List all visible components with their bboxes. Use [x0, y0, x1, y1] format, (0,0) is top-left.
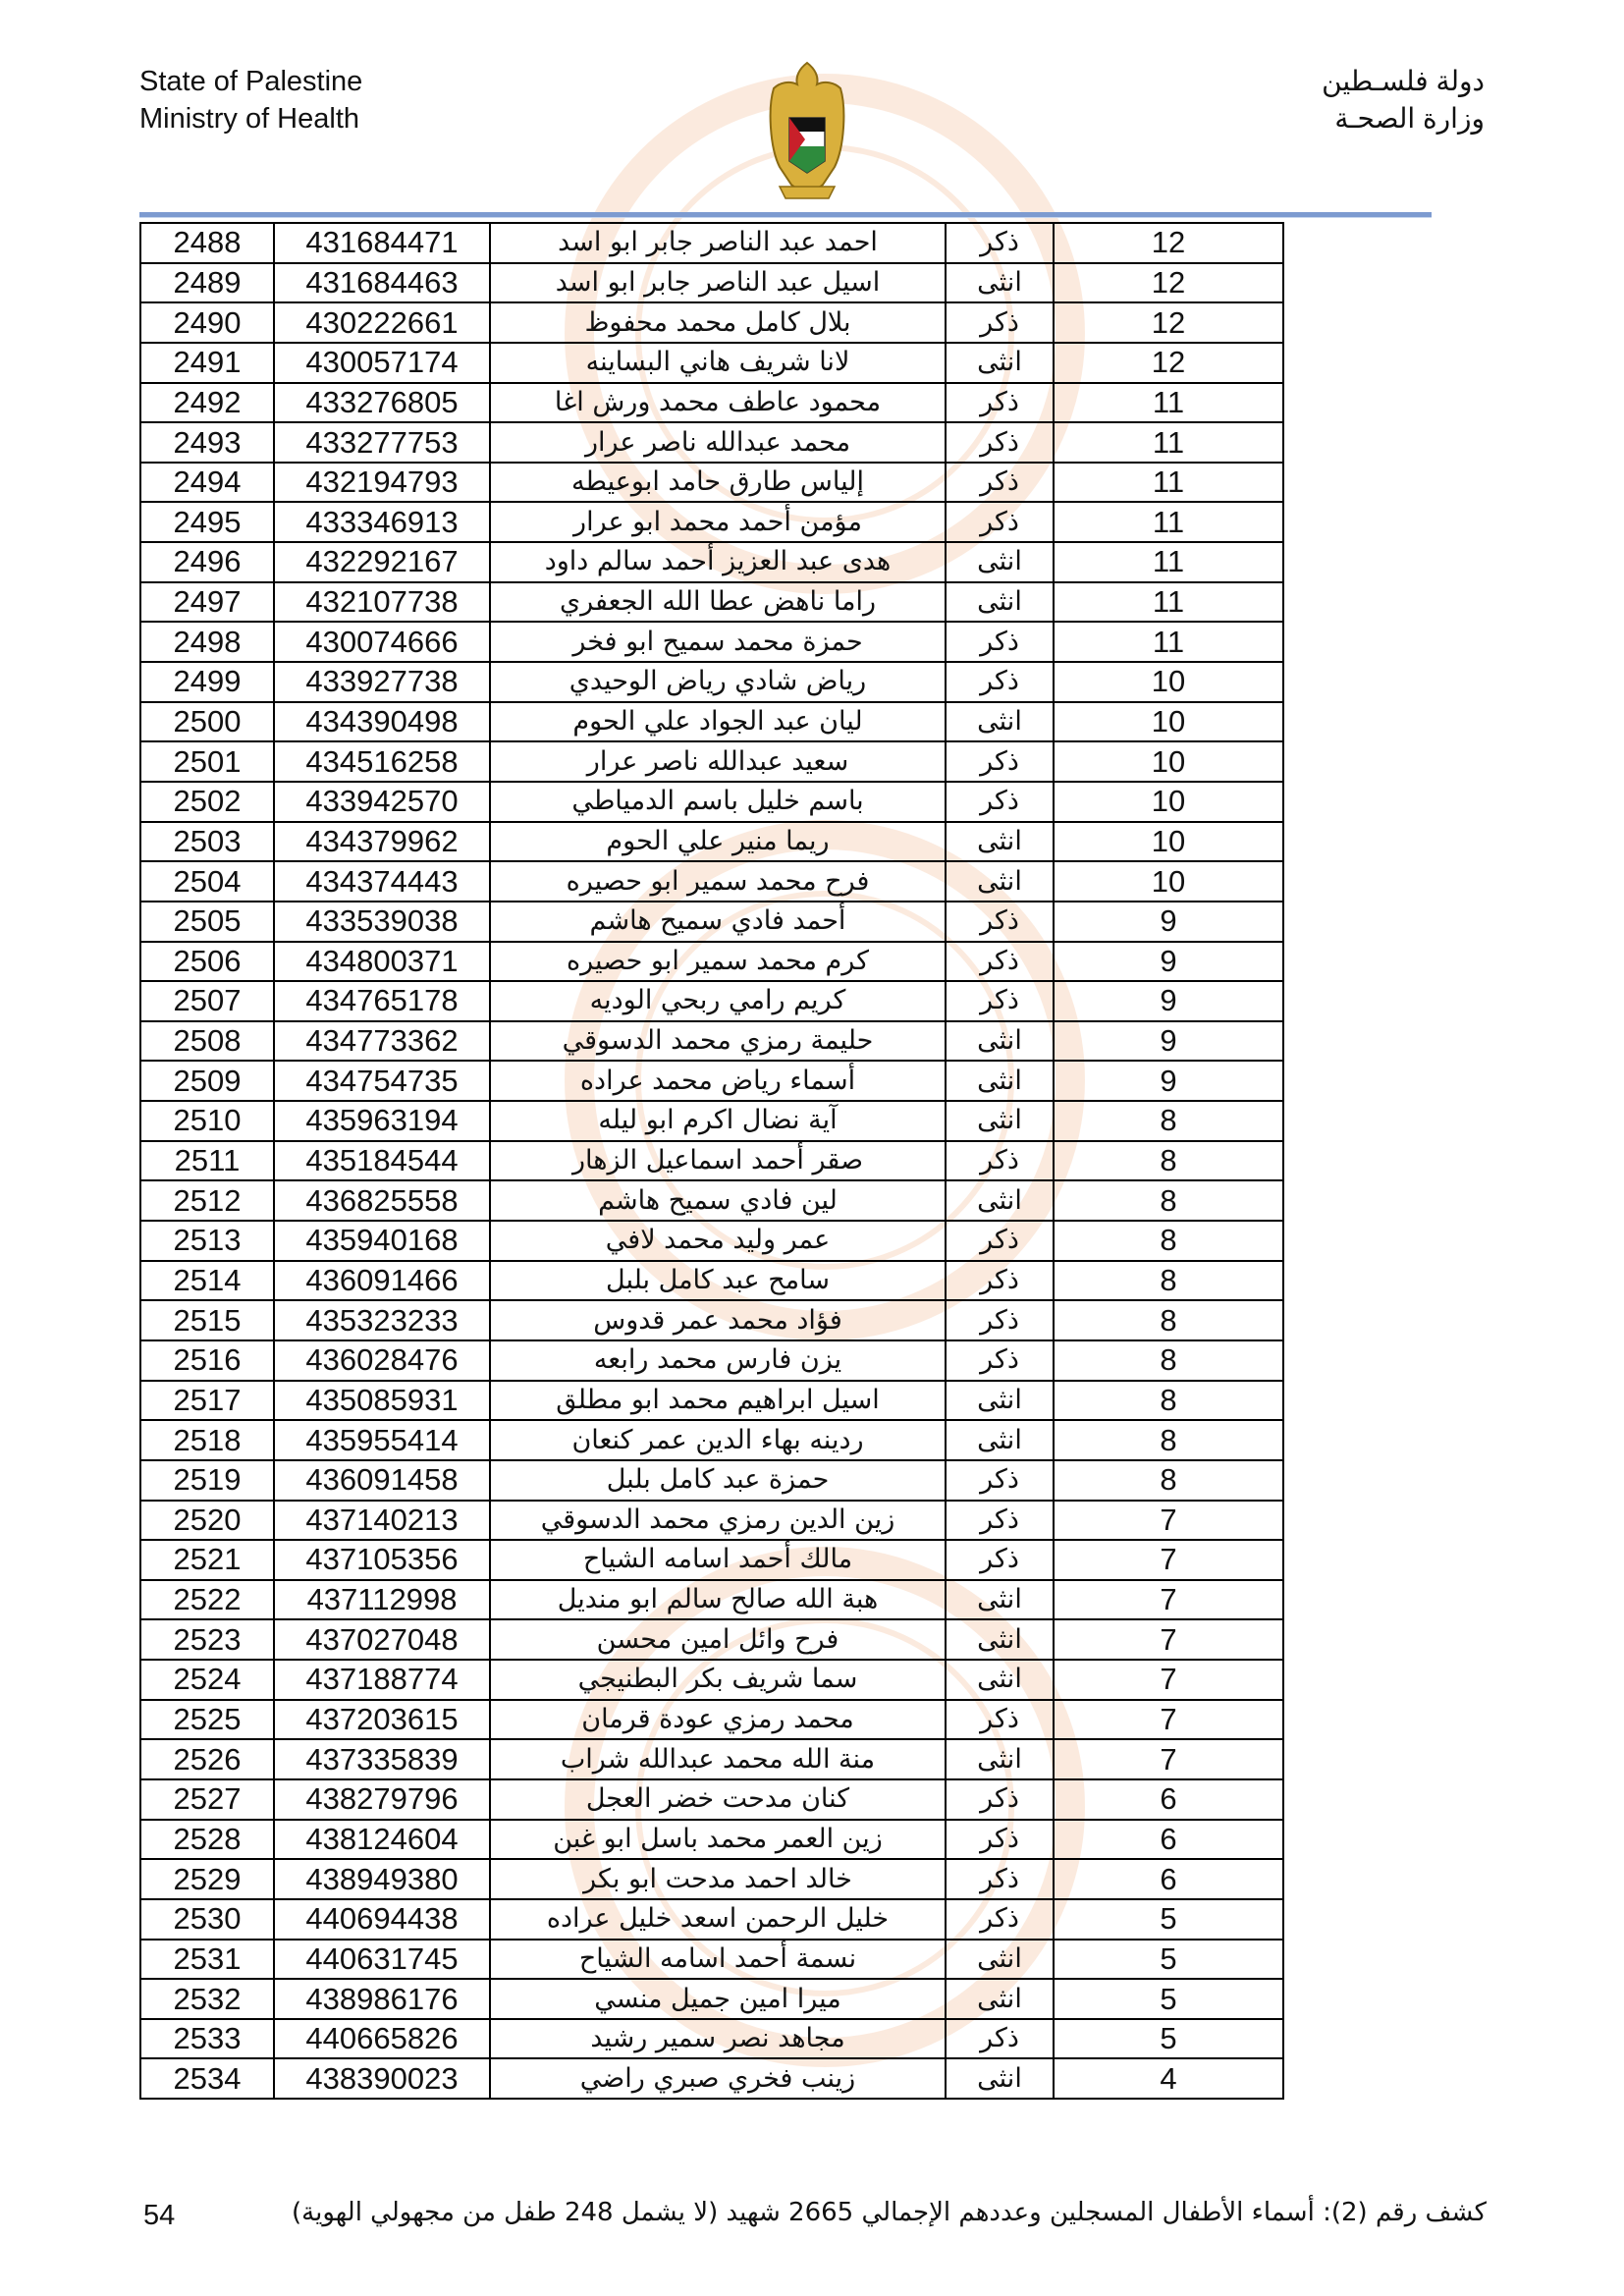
sequence-number-cell: 2497 [140, 582, 274, 623]
gender-cell: انثى [946, 1180, 1054, 1221]
name-cell: زين العمر محمد باسل ابو غبن [490, 1820, 946, 1860]
age-cell: 9 [1054, 902, 1283, 942]
age-cell: 9 [1054, 942, 1283, 982]
footer-caption: كشف رقم (2): أسماء الأطفال المسجلين وعددهم الإجمالي 2665 شهيد (لا يشمل 248 طفل من مجهولي الهوية) [292, 2198, 1487, 2227]
name-cell: باسم خليل باسم الدمياطي [490, 782, 946, 822]
table-row [140, 1700, 1283, 1740]
gender-cell: ذكر [946, 502, 1054, 542]
gender-cell: ذكر [946, 383, 1054, 423]
id-number-cell: 438124604 [274, 1820, 490, 1860]
id-number-cell: 435323233 [274, 1300, 490, 1340]
age-cell: 9 [1054, 981, 1283, 1021]
name-cell: مؤمن أحمد محمد ابو عرار [490, 502, 946, 542]
gender-cell: ذكر [946, 302, 1054, 343]
name-cell: أحمد فادي سميح هاشم [490, 902, 946, 942]
id-number-cell: 435085931 [274, 1381, 490, 1421]
ministry-name-en: Ministry of Health [139, 103, 360, 135]
gender-cell: ذكر [946, 1779, 1054, 1820]
sequence-number-cell: 2494 [140, 463, 274, 503]
age-cell: 5 [1054, 1899, 1283, 1940]
age-cell: 9 [1054, 1061, 1283, 1101]
table-row [140, 1859, 1283, 1899]
gender-cell: ذكر [946, 662, 1054, 702]
table-row [140, 1021, 1283, 1062]
table-row [140, 622, 1283, 662]
sequence-number-cell: 2532 [140, 1979, 274, 2019]
table-row [140, 741, 1283, 782]
table-row [140, 343, 1283, 383]
name-cell: صقر أحمد اسماعيل الزهار [490, 1141, 946, 1181]
table-row [140, 223, 1283, 263]
header-arabic [1322, 63, 1485, 137]
id-number-cell: 434390498 [274, 702, 490, 742]
id-number-cell: 437203615 [274, 1700, 490, 1740]
gender-cell: ذكر [946, 782, 1054, 822]
sequence-number-cell: 2523 [140, 1619, 274, 1660]
header-divider [139, 212, 1432, 218]
id-number-cell: 434374443 [274, 861, 490, 902]
age-cell: 7 [1054, 1501, 1283, 1541]
sequence-number-cell: 2504 [140, 861, 274, 902]
table-row [140, 1300, 1283, 1340]
gender-cell: ذكر [946, 1221, 1054, 1261]
name-cell: سامح عبد كامل بلبل [490, 1261, 946, 1301]
id-number-cell: 434379962 [274, 822, 490, 862]
sequence-number-cell: 2509 [140, 1061, 274, 1101]
id-number-cell: 440665826 [274, 2019, 490, 2059]
name-cell: احمد عبد الناصر جابر ابو اسد [490, 223, 946, 263]
age-cell: 5 [1054, 1940, 1283, 1980]
sequence-number-cell: 2527 [140, 1779, 274, 1820]
id-number-cell: 433927738 [274, 662, 490, 702]
gender-cell: انثى [946, 1381, 1054, 1421]
table-row [140, 1779, 1283, 1820]
gender-cell: انثى [946, 822, 1054, 862]
gender-cell: ذكر [946, 981, 1054, 1021]
age-cell: 12 [1054, 302, 1283, 343]
age-cell: 10 [1054, 741, 1283, 782]
age-cell: 8 [1054, 1420, 1283, 1460]
id-number-cell: 430222661 [274, 302, 490, 343]
table-row [140, 263, 1283, 303]
sequence-number-cell: 2525 [140, 1700, 274, 1740]
gender-cell: ذكر [946, 422, 1054, 463]
gender-cell: انثى [946, 1940, 1054, 1980]
id-number-cell: 433346913 [274, 502, 490, 542]
name-cell: مجاهد نصر سمير رشيد [490, 2019, 946, 2059]
table-row [140, 1739, 1283, 1779]
sequence-number-cell: 2488 [140, 223, 274, 263]
gender-cell: ذكر [946, 1261, 1054, 1301]
age-cell: 12 [1054, 223, 1283, 263]
id-number-cell: 430057174 [274, 343, 490, 383]
sequence-number-cell: 2520 [140, 1501, 274, 1541]
table-row [140, 302, 1283, 343]
id-number-cell: 440694438 [274, 1899, 490, 1940]
table-row [140, 1580, 1283, 1620]
id-number-cell: 438279796 [274, 1779, 490, 1820]
name-cell: حمزة محمد سميح ابو فخر [490, 622, 946, 662]
id-number-cell: 434516258 [274, 741, 490, 782]
table-row [140, 782, 1283, 822]
name-cell: حمزة عبد كامل بلبل [490, 1460, 946, 1501]
id-number-cell: 436028476 [274, 1340, 490, 1381]
age-cell: 8 [1054, 1141, 1283, 1181]
age-cell: 10 [1054, 782, 1283, 822]
age-cell: 6 [1054, 1820, 1283, 1860]
id-number-cell: 434765178 [274, 981, 490, 1021]
age-cell: 11 [1054, 422, 1283, 463]
name-cell: محمود عاطف محمد ورش اغا [490, 383, 946, 423]
age-cell: 11 [1054, 383, 1283, 423]
age-cell: 11 [1054, 622, 1283, 662]
id-number-cell: 438986176 [274, 1979, 490, 2019]
age-cell: 6 [1054, 1779, 1283, 1820]
age-cell: 5 [1054, 1979, 1283, 2019]
age-cell: 8 [1054, 1180, 1283, 1221]
sequence-number-cell: 2518 [140, 1420, 274, 1460]
id-number-cell: 433539038 [274, 902, 490, 942]
name-cell: ردينه بهاء الدين عمر كنعان [490, 1420, 946, 1460]
age-cell: 10 [1054, 702, 1283, 742]
name-cell: ميرا امين جميل منسي [490, 1979, 946, 2019]
id-number-cell: 437027048 [274, 1619, 490, 1660]
sequence-number-cell: 2524 [140, 1660, 274, 1700]
age-cell: 8 [1054, 1381, 1283, 1421]
age-cell: 8 [1054, 1221, 1283, 1261]
name-cell: هبة الله صالح سالم ابو منديل [490, 1580, 946, 1620]
age-cell: 8 [1054, 1460, 1283, 1501]
age-cell: 7 [1054, 1540, 1283, 1580]
age-cell: 7 [1054, 1619, 1283, 1660]
age-cell: 10 [1054, 662, 1283, 702]
sequence-number-cell: 2498 [140, 622, 274, 662]
name-cell: ليان عبد الجواد علي الحوم [490, 702, 946, 742]
sequence-number-cell: 2513 [140, 1221, 274, 1261]
table-row [140, 1979, 1283, 2019]
age-cell: 7 [1054, 1739, 1283, 1779]
id-number-cell: 437140213 [274, 1501, 490, 1541]
sequence-number-cell: 2506 [140, 942, 274, 982]
sequence-number-cell: 2495 [140, 502, 274, 542]
age-cell: 8 [1054, 1340, 1283, 1381]
gender-cell: انثى [946, 1061, 1054, 1101]
table-row [140, 1141, 1283, 1181]
name-cell: اسيل ابراهيم محمد ابو مطلق [490, 1381, 946, 1421]
gender-cell: انثى [946, 1739, 1054, 1779]
sequence-number-cell: 2514 [140, 1261, 274, 1301]
id-number-cell: 433277753 [274, 422, 490, 463]
sequence-number-cell: 2501 [140, 741, 274, 782]
gender-cell: ذكر [946, 1141, 1054, 1181]
name-cell: فؤاد محمد عمر قدوس [490, 1300, 946, 1340]
table-row [140, 981, 1283, 1021]
sequence-number-cell: 2530 [140, 1899, 274, 1940]
id-number-cell: 432292167 [274, 542, 490, 582]
id-number-cell: 435955414 [274, 1420, 490, 1460]
name-cell: كرم محمد سمير ابو حصيره [490, 942, 946, 982]
table-row [140, 422, 1283, 463]
country-name-en: State of Palestine [139, 66, 363, 97]
table-row [140, 1540, 1283, 1580]
table-row [140, 542, 1283, 582]
age-cell: 4 [1054, 2058, 1283, 2099]
gender-cell: انثى [946, 263, 1054, 303]
name-cell: محمد عبدالله ناصر عرار [490, 422, 946, 463]
palestine-eagle-emblem [750, 59, 864, 204]
age-cell: 8 [1054, 1261, 1283, 1301]
age-cell: 8 [1054, 1101, 1283, 1141]
sequence-number-cell: 2528 [140, 1820, 274, 1860]
id-number-cell: 431684463 [274, 263, 490, 303]
gender-cell: ذكر [946, 942, 1054, 982]
age-cell: 7 [1054, 1700, 1283, 1740]
name-cell: سعيد عبدالله ناصر عرار [490, 741, 946, 782]
gender-cell: انثى [946, 1660, 1054, 1700]
id-number-cell: 437105356 [274, 1540, 490, 1580]
sequence-number-cell: 2491 [140, 343, 274, 383]
id-number-cell: 436825558 [274, 1180, 490, 1221]
id-number-cell: 436091458 [274, 1460, 490, 1501]
table-row [140, 1180, 1283, 1221]
table-row [140, 502, 1283, 542]
table-row [140, 582, 1283, 623]
gender-cell: ذكر [946, 1899, 1054, 1940]
table-row [140, 902, 1283, 942]
gender-cell: ذكر [946, 2019, 1054, 2059]
id-number-cell: 435963194 [274, 1101, 490, 1141]
sequence-number-cell: 2511 [140, 1141, 274, 1181]
name-cell: خليل الرحمن اسعد خليل عراده [490, 1899, 946, 1940]
gender-cell: ذكر [946, 223, 1054, 263]
id-number-cell: 433942570 [274, 782, 490, 822]
age-cell: 6 [1054, 1859, 1283, 1899]
gender-cell: ذكر [946, 741, 1054, 782]
table-row [140, 2019, 1283, 2059]
age-cell: 11 [1054, 582, 1283, 623]
name-cell: لانا شريف هاني البساينه [490, 343, 946, 383]
sequence-number-cell: 2502 [140, 782, 274, 822]
gender-cell: انثى [946, 582, 1054, 623]
header-english [139, 63, 362, 137]
name-cell: إلياس طارق حامد ابوعيطه [490, 463, 946, 503]
table-row [140, 1899, 1283, 1940]
name-cell: مالك أحمد اسامه الشياح [490, 1540, 946, 1580]
table-row [140, 1381, 1283, 1421]
name-cell: محمد رمزي عودة قرمان [490, 1700, 946, 1740]
id-number-cell: 438949380 [274, 1859, 490, 1899]
age-cell: 12 [1054, 343, 1283, 383]
sequence-number-cell: 2533 [140, 2019, 274, 2059]
age-cell: 11 [1054, 463, 1283, 503]
age-cell: 8 [1054, 1300, 1283, 1340]
table-row [140, 1660, 1283, 1700]
gender-cell: ذكر [946, 1820, 1054, 1860]
name-cell: زين الدين رمزي محمد الدسوقي [490, 1501, 946, 1541]
gender-cell: ذكر [946, 1300, 1054, 1340]
name-cell: زينب فخري صبري راضي [490, 2058, 946, 2099]
age-cell: 10 [1054, 822, 1283, 862]
table-row [140, 1940, 1283, 1980]
sequence-number-cell: 2499 [140, 662, 274, 702]
table-row [140, 662, 1283, 702]
gender-cell: ذكر [946, 1859, 1054, 1899]
gender-cell: انثى [946, 1580, 1054, 1620]
name-cell: كنان مدحت خضر العجل [490, 1779, 946, 1820]
sequence-number-cell: 2492 [140, 383, 274, 423]
name-cell: راما ناهض عطا الله الجعفري [490, 582, 946, 623]
id-number-cell: 437112998 [274, 1580, 490, 1620]
gender-cell: انثى [946, 1619, 1054, 1660]
table-row [140, 1061, 1283, 1101]
table-row [140, 1501, 1283, 1541]
name-cell: عمر وليد محمد لافي [490, 1221, 946, 1261]
age-cell: 9 [1054, 1021, 1283, 1062]
gender-cell: انثى [946, 343, 1054, 383]
sequence-number-cell: 2508 [140, 1021, 274, 1062]
id-number-cell: 436091466 [274, 1261, 490, 1301]
sequence-number-cell: 2512 [140, 1180, 274, 1221]
table-row [140, 1420, 1283, 1460]
children-register-table [139, 222, 1284, 2100]
age-cell: 11 [1054, 542, 1283, 582]
gender-cell: انثى [946, 861, 1054, 902]
sequence-number-cell: 2493 [140, 422, 274, 463]
name-cell: فرح محمد سمير ابو حصيره [490, 861, 946, 902]
sequence-number-cell: 2489 [140, 263, 274, 303]
id-number-cell: 431684471 [274, 223, 490, 263]
id-number-cell: 440631745 [274, 1940, 490, 1980]
table-row [140, 1820, 1283, 1860]
id-number-cell: 437188774 [274, 1660, 490, 1700]
name-cell: ريما منير علي الحوم [490, 822, 946, 862]
name-cell: كريم رامي ربحي الوديه [490, 981, 946, 1021]
age-cell: 11 [1054, 502, 1283, 542]
table-row [140, 1340, 1283, 1381]
name-cell: أسماء رياض محمد عراده [490, 1061, 946, 1101]
table-row [140, 1221, 1283, 1261]
name-cell: لين فادي سميح هاشم [490, 1180, 946, 1221]
table-row [140, 1460, 1283, 1501]
sequence-number-cell: 2531 [140, 1940, 274, 1980]
id-number-cell: 438390023 [274, 2058, 490, 2099]
id-number-cell: 435940168 [274, 1221, 490, 1261]
id-number-cell: 434754735 [274, 1061, 490, 1101]
name-cell: اسيل عبد الناصر جابر ابو اسد [490, 263, 946, 303]
age-cell: 12 [1054, 263, 1283, 303]
gender-cell: ذكر [946, 1340, 1054, 1381]
gender-cell: ذكر [946, 463, 1054, 503]
gender-cell: انثى [946, 2058, 1054, 2099]
sequence-number-cell: 2496 [140, 542, 274, 582]
table-row [140, 1619, 1283, 1660]
table-row [140, 383, 1283, 423]
name-cell: حليمة رمزي محمد الدسوقي [490, 1021, 946, 1062]
id-number-cell: 434800371 [274, 942, 490, 982]
gender-cell: انثى [946, 1021, 1054, 1062]
sequence-number-cell: 2515 [140, 1300, 274, 1340]
gender-cell: انثى [946, 1979, 1054, 2019]
name-cell: سما شريف بكر البطنيجي [490, 1660, 946, 1700]
sequence-number-cell: 2505 [140, 902, 274, 942]
name-cell: نسمة أحمد اسامه الشياح [490, 1940, 946, 1980]
gender-cell: انثى [946, 542, 1054, 582]
sequence-number-cell: 2517 [140, 1381, 274, 1421]
sequence-number-cell: 2521 [140, 1540, 274, 1580]
table-row [140, 861, 1283, 902]
table-row [140, 702, 1283, 742]
id-number-cell: 432194793 [274, 463, 490, 503]
table-row [140, 1261, 1283, 1301]
gender-cell: ذكر [946, 1501, 1054, 1541]
sequence-number-cell: 2500 [140, 702, 274, 742]
sequence-number-cell: 2503 [140, 822, 274, 862]
id-number-cell: 437335839 [274, 1739, 490, 1779]
sequence-number-cell: 2507 [140, 981, 274, 1021]
sequence-number-cell: 2519 [140, 1460, 274, 1501]
sequence-number-cell: 2534 [140, 2058, 274, 2099]
name-cell: رياض شادي رياض الوحيدي [490, 662, 946, 702]
sequence-number-cell: 2529 [140, 1859, 274, 1899]
table-row [140, 463, 1283, 503]
age-cell: 7 [1054, 1580, 1283, 1620]
id-number-cell: 433276805 [274, 383, 490, 423]
name-cell: منة الله محمد عبدالله شراب [490, 1739, 946, 1779]
table-row [140, 822, 1283, 862]
gender-cell: ذكر [946, 1700, 1054, 1740]
sequence-number-cell: 2510 [140, 1101, 274, 1141]
gender-cell: ذكر [946, 902, 1054, 942]
gender-cell: ذكر [946, 1460, 1054, 1501]
name-cell: يزن فارس محمد رابعه [490, 1340, 946, 1381]
table-row [140, 1101, 1283, 1141]
id-number-cell: 434773362 [274, 1021, 490, 1062]
sequence-number-cell: 2516 [140, 1340, 274, 1381]
name-cell: خالد احمد مدحت ابو بكر [490, 1859, 946, 1899]
country-name-ar: دولة فلسـطين [1322, 66, 1485, 96]
age-cell: 10 [1054, 861, 1283, 902]
gender-cell: انثى [946, 702, 1054, 742]
page-number: 54 [143, 2200, 176, 2231]
sequence-number-cell: 2522 [140, 1580, 274, 1620]
table-row [140, 2058, 1283, 2099]
sequence-number-cell: 2526 [140, 1739, 274, 1779]
gender-cell: انثى [946, 1101, 1054, 1141]
ministry-name-ar: وزارة الصحـة [1334, 103, 1485, 134]
age-cell: 7 [1054, 1660, 1283, 1700]
age-cell: 5 [1054, 2019, 1283, 2059]
name-cell: بلال كامل محمد محفوظ [490, 302, 946, 343]
id-number-cell: 435184544 [274, 1141, 490, 1181]
gender-cell: ذكر [946, 1540, 1054, 1580]
id-number-cell: 432107738 [274, 582, 490, 623]
gender-cell: انثى [946, 1420, 1054, 1460]
name-cell: هدى عبد العزيز أحمد سالم داود [490, 542, 946, 582]
id-number-cell: 430074666 [274, 622, 490, 662]
name-cell: فرح وائل امين محسن [490, 1619, 946, 1660]
name-cell: آية نضال اكرم ابو ليله [490, 1101, 946, 1141]
table-row [140, 942, 1283, 982]
sequence-number-cell: 2490 [140, 302, 274, 343]
gender-cell: ذكر [946, 622, 1054, 662]
